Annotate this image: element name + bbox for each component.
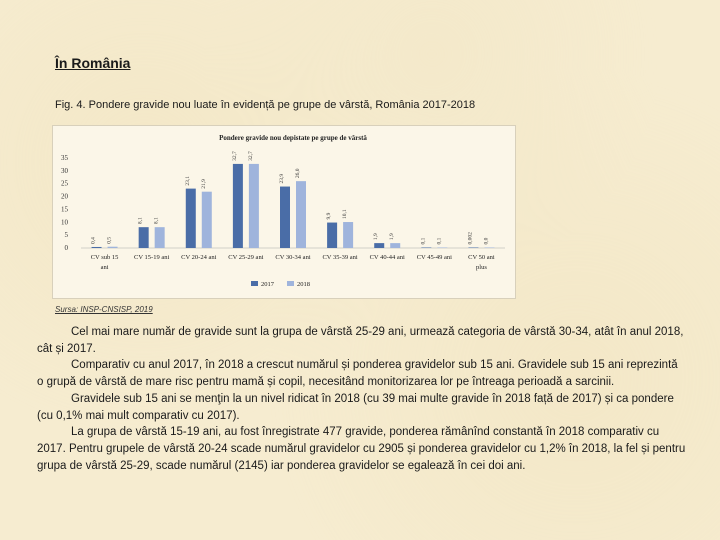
- bar-2018: [202, 192, 212, 248]
- bar-2017: [233, 164, 243, 248]
- y-tick-label: 0: [64, 244, 68, 252]
- legend-label: 2018: [297, 281, 310, 288]
- data-label: 0,1: [420, 237, 427, 245]
- bar-2017: [374, 243, 384, 248]
- paragraph-1: Cel mai mare număr de gravide sunt la grupa de vârstă 25-29 ani, urmează categoria de vârstă 30-34, atât în anul 2018, cât și 2017.: [37, 326, 684, 355]
- bar-2017: [421, 248, 431, 249]
- y-tick-label: 35: [61, 154, 68, 162]
- chart-container: [52, 125, 516, 299]
- data-label: 1,9: [389, 233, 396, 241]
- data-label: 0,5: [106, 236, 113, 244]
- x-tick-label: CV 20-24 ani: [181, 254, 217, 261]
- figure-caption: Fig. 4. Pondere gravide nou luate în evidență pe grupe de vârstă, România 2017-2018: [55, 99, 476, 111]
- x-tick-label: CV 15-19 ani: [134, 254, 170, 261]
- bar-chart: [53, 126, 515, 298]
- bar-2018: [296, 181, 306, 248]
- body-text: [37, 324, 687, 474]
- chart-title: Pondere gravide nou depistate pe grupe de vârstă: [219, 134, 367, 142]
- y-tick-label: 25: [61, 179, 68, 188]
- bar-2017: [327, 223, 337, 248]
- x-tick-label: CV 40-44 ani: [369, 254, 405, 261]
- bar-2017: [468, 248, 478, 249]
- data-label: 23,9: [279, 173, 285, 184]
- data-label: 10,1: [342, 209, 349, 220]
- data-label: 8,1: [153, 217, 160, 225]
- bar-2017: [139, 227, 149, 248]
- paragraph-4: La grupa de vârstă 15-19 ani, au fost înregistrate 477 gravide, ponderea rămânînd constantă în 2018 comparativ cu 2017. Pentru grupele de vârstă 20-24 scade numărul gravidelor cu 2905 și ponderea gravidelor cu 1,2% în 2018, la fel și pentru grupa de vârstă 25-29, scade numărul (2145) iar ponderea gravidelor se egalează în cei doi ani.: [37, 426, 686, 472]
- x-tick-label: CV 45-49 ani: [416, 254, 452, 261]
- legend-label: 2017: [261, 281, 274, 288]
- data-label: 0,4: [90, 237, 97, 244]
- bar-2018: [390, 243, 400, 248]
- bar-2017: [92, 247, 102, 248]
- paragraph-2: Comparativ cu anul 2017, în 2018 a crescut numărul și ponderea gravidelor sub 15 ani. Gravidele sub 15 ani reprezintă o grupă de vârstă de mare risc pentru mamă și copil, necesitând monitorizarea lor pe întreaga perioadă a sarcinii.: [37, 359, 678, 389]
- data-label: 32,7: [231, 151, 238, 161]
- y-tick-label: 15: [61, 205, 68, 214]
- x-tick-label: CV 50 ani: [468, 254, 495, 261]
- x-tick-label: CV 25-29 ani: [228, 254, 264, 261]
- data-label: 26,0: [295, 168, 301, 179]
- section-heading: În România: [55, 55, 131, 71]
- data-label: 9,9: [326, 212, 333, 220]
- legend-swatch-2018: [287, 281, 294, 286]
- y-tick-label: 5: [64, 231, 68, 240]
- data-label: 21,9: [200, 179, 207, 189]
- y-tick-label: 30: [61, 166, 68, 175]
- data-label: 0,0: [483, 237, 490, 245]
- bar-2018: [484, 248, 494, 249]
- paragraph-3: Gravidele sub 15 ani se menţin la un nivel ridicat în 2018 (cu 39 mai multe gravide în 2018 față de 2017) și ca pondere (cu 0,1% mai mult comparativ cu 2017).: [37, 392, 674, 422]
- data-label: 23,1: [184, 175, 191, 186]
- data-label: 0,002: [467, 232, 474, 245]
- source-note: Sursa: INSP-CNSISP, 2019: [55, 305, 153, 314]
- bar-2018: [108, 247, 118, 248]
- bar-2018: [249, 164, 259, 248]
- x-tick-label: plus: [476, 264, 487, 271]
- data-label: 0,1: [436, 237, 443, 245]
- x-tick-label: ani: [100, 264, 109, 271]
- y-tick-label: 20: [61, 192, 68, 201]
- bar-2018: [343, 222, 353, 248]
- data-label: 1,9: [373, 233, 380, 241]
- x-tick-label: CV sub 15: [90, 254, 119, 261]
- bar-2018: [437, 248, 447, 249]
- legend-swatch-2017: [251, 281, 258, 286]
- bar-2018: [155, 227, 165, 248]
- x-tick-label: CV 35-39 ani: [322, 254, 358, 261]
- bar-2017: [186, 189, 196, 248]
- bar-2017: [280, 187, 290, 248]
- x-tick-label: CV 30-34 ani: [275, 254, 311, 261]
- data-label: 32,7: [247, 151, 254, 161]
- y-tick-label: 10: [61, 218, 68, 227]
- data-label: 8,1: [137, 217, 144, 225]
